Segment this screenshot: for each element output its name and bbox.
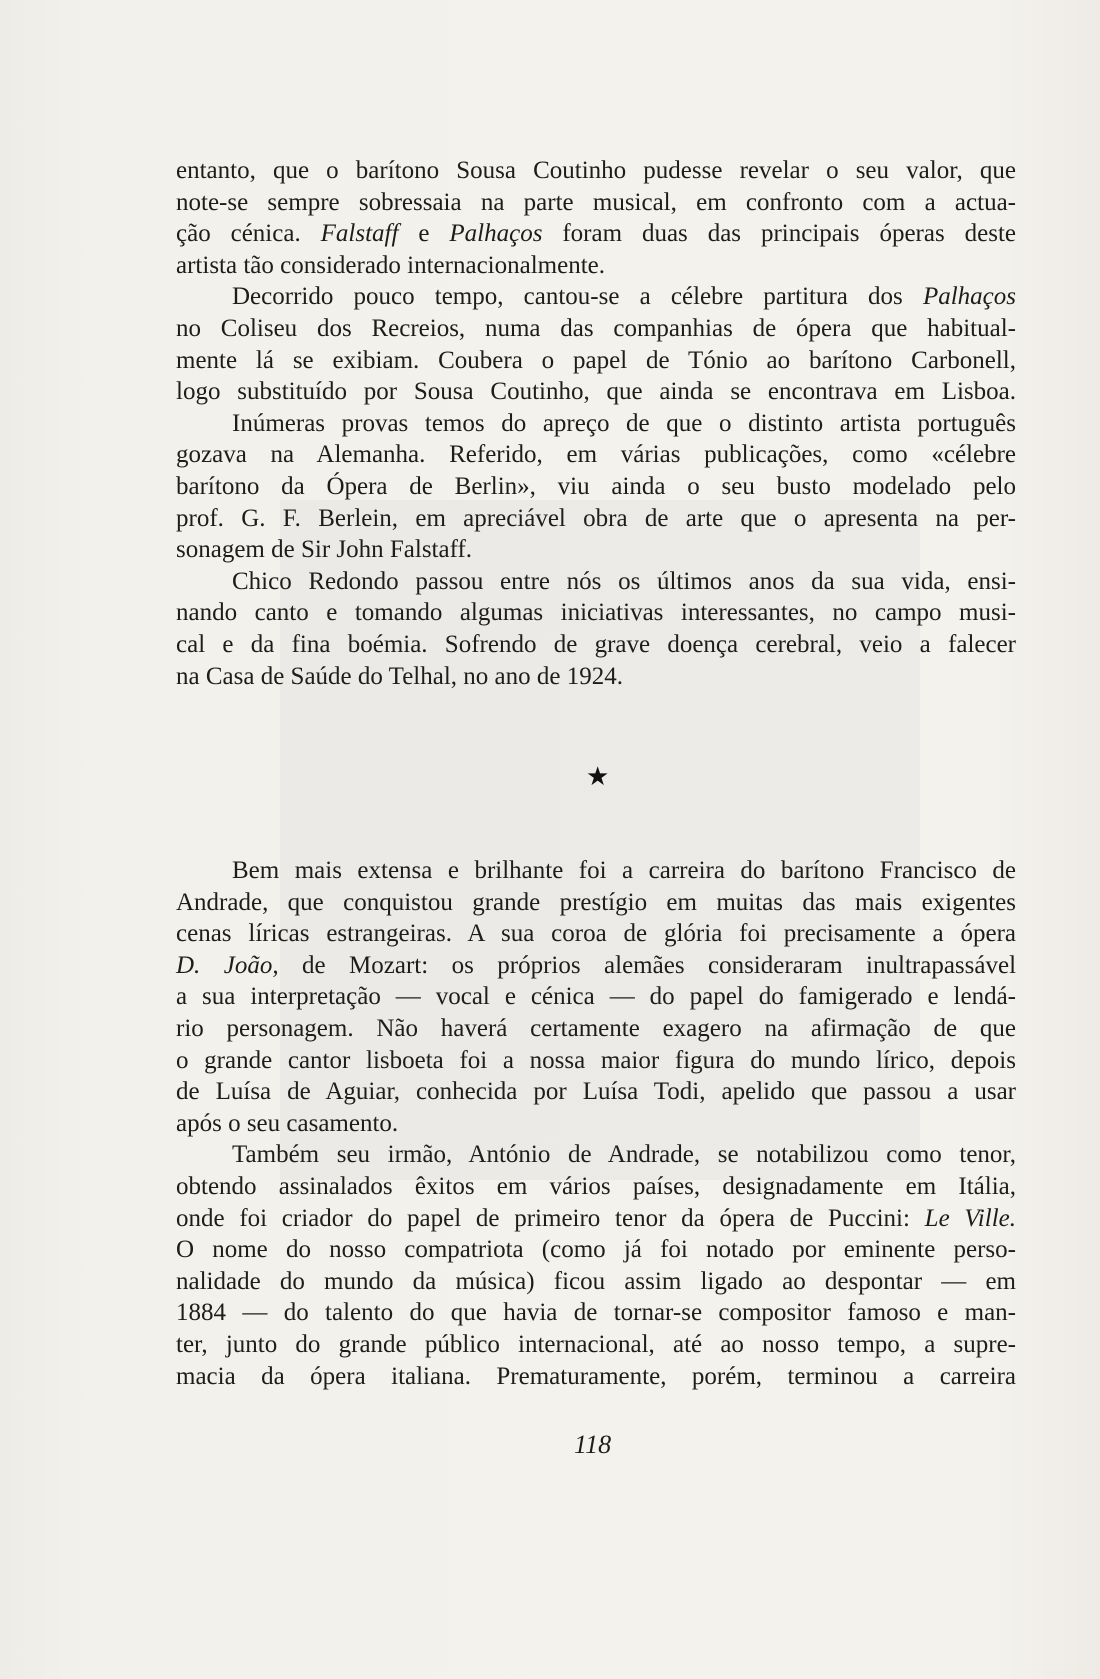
text-line: cenas líricas estrangeiras. A sua coroa de glória foi precisamente a ópera: [176, 920, 1016, 948]
lower-text-block: [176, 855, 1016, 1392]
text-line: Também seu irmão, António de Andrade, se notabilizou como tenor,: [232, 1141, 1016, 1169]
page-number: 118: [574, 1430, 612, 1459]
paragraph-6: [176, 1139, 1016, 1392]
paragraph-1: [176, 155, 1016, 281]
text-line: macia da ópera italiana. Prematuramente, porém, terminou a carreira: [176, 1362, 1016, 1390]
text-line: nando canto e tomando algumas iniciativas interessantes, no campo musi-: [176, 599, 1016, 627]
text-line: sonagem de Sir John Falstaff.: [176, 536, 473, 564]
text-fragment: Decorrido pouco tempo, cantou-se a célebre partitura dos: [232, 283, 903, 311]
title-palhacos: Palhaços: [922, 283, 1016, 311]
text-line: após o seu casamento.: [176, 1109, 399, 1137]
text-fragment: foram duas das principais óperas deste: [562, 220, 1016, 248]
text-line: o grande cantor lisboeta foi a nossa maior figura do mundo lírico, depois: [176, 1046, 1016, 1074]
section-separator-star: ★: [586, 762, 610, 792]
text-fragment: onde foi criador do papel de primeiro tenor da ópera de Puccini:: [176, 1204, 910, 1232]
text-line: a sua interpretação — vocal e cénica — do papel do famigerado e lendá-: [176, 983, 1016, 1011]
text-line: note-se sempre sobressaia na parte musical, em confronto com a actua-: [176, 188, 1016, 216]
text-line: Chico Redondo passou entre nós os últimos anos da sua vida, ensi-: [232, 567, 1016, 595]
text-line: prof. G. F. Berlein, em apreciável obra de arte que o apresenta na per-: [176, 504, 1016, 532]
text-line: Bem mais extensa e brilhante foi a carreira do barítono Francisco de: [232, 857, 1016, 884]
text-line: 1884 — do talento do que havia de tornar-se compositor famoso e man-: [176, 1299, 1016, 1327]
paragraph-4: [176, 566, 1016, 692]
title-le-ville: Le Ville.: [924, 1204, 1016, 1232]
text-line: artista tão considerado internacionalmente.: [176, 251, 605, 279]
text-fragment: ção cénica.: [176, 220, 301, 248]
text-line: de Luísa de Aguiar, conhecida por Luísa Todi, apelido que passou a usar: [176, 1078, 1016, 1106]
text-line: gozava na Alemanha. Referido, em várias publicações, como «célebre: [176, 441, 1016, 469]
text-line: logo substituído por Sousa Coutinho, que ainda se encontrava em Lisboa.: [176, 378, 1016, 406]
title-d-joao: D. João,: [176, 951, 279, 979]
text-line: O nome do nosso compatriota (como já foi notado por eminente perso-: [176, 1236, 1016, 1264]
paragraph-3: [176, 408, 1016, 566]
paragraph-2: [176, 281, 1016, 407]
text-fragment: e: [418, 220, 430, 248]
text-line: barítono da Ópera de Berlin», viu ainda o seu busto modelado pelo: [176, 472, 1016, 500]
upper-text-block: [176, 155, 1016, 692]
paragraph-5: [176, 855, 1016, 1139]
text-line: cal e da fina boémia. Sofrendo de grave doença cerebral, veio a falecer: [176, 630, 1016, 658]
text-fragment: de Mozart: os próprios alemães consideraram inultrapassável: [302, 951, 1017, 979]
text-line: na Casa de Saúde do Telhal, no ano de 1924.: [176, 662, 623, 690]
text-line: [176, 1203, 1016, 1235]
text-line: Inúmeras provas temos do apreço de que o distinto artista português: [232, 409, 1016, 437]
text-line: Andrade, que conquistou grande prestígio em muitas das mais exigentes: [176, 888, 1016, 916]
title-falstaff: Falstaff: [320, 220, 399, 248]
text-line: mente lá se exibiam. Coubera o papel de Tónio ao barítono Carbonell,: [176, 346, 1016, 374]
text-line: obtendo assinalados êxitos em vários países, designadamente em Itália,: [176, 1172, 1016, 1200]
text-line: no Coliseu dos Recreios, numa das companhias de ópera que habitual-: [176, 314, 1016, 342]
text-line: [176, 281, 1016, 313]
text-line: nalidade do mundo da música) ficou assim ligado ao despontar — em: [176, 1267, 1016, 1295]
text-line: entanto, que o barítono Sousa Coutinho pudesse revelar o seu valor, que: [176, 157, 1016, 184]
title-palhacos: Palhaços: [449, 220, 543, 248]
text-line: rio personagem. Não haverá certamente exagero na afirmação de que: [176, 1014, 1016, 1042]
text-line: [176, 950, 1016, 982]
text-line: [176, 218, 1016, 250]
text-line: ter, junto do grande público internacional, até ao nosso tempo, a supre-: [176, 1330, 1016, 1358]
